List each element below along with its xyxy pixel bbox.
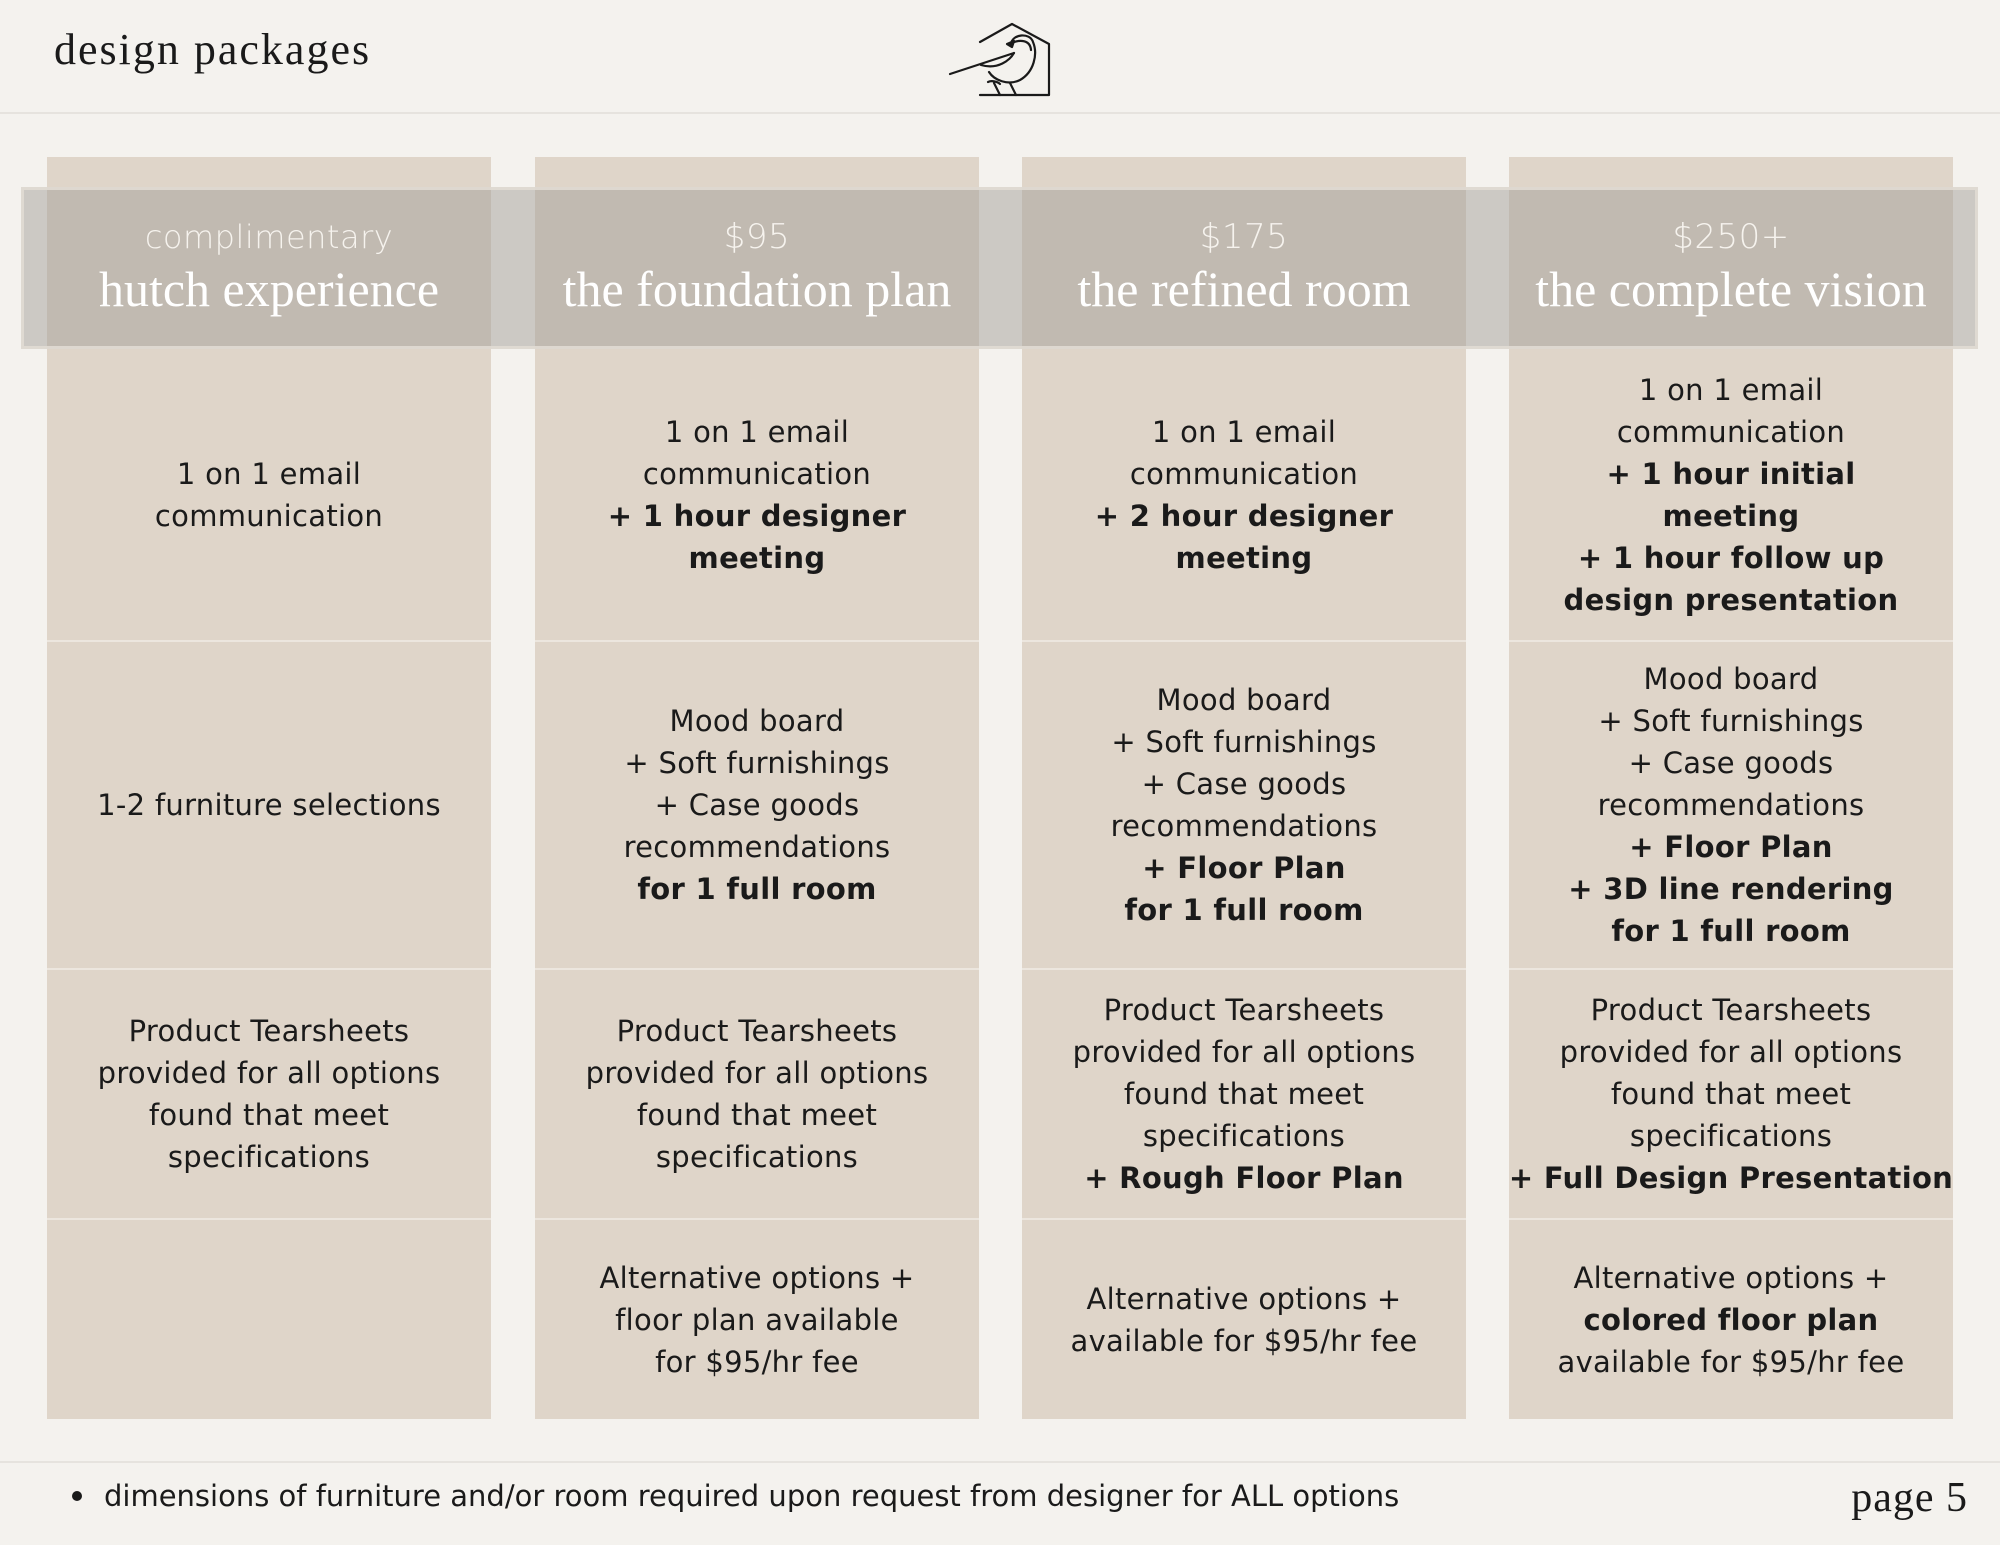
- cell-line: found that meet: [636, 1098, 878, 1132]
- cell-line: specifications: [167, 1140, 371, 1174]
- package-price: complimentary: [144, 218, 394, 256]
- cell-line: provided for all options: [97, 1056, 441, 1090]
- cell-line: meeting: [1175, 540, 1313, 575]
- cell-line: specifications: [1142, 1119, 1346, 1153]
- footnote-text: dimensions of furniture and/or room required upon request from designer for ALL options: [104, 1479, 1400, 1513]
- cell-line: provided for all options: [585, 1056, 929, 1090]
- cell-line: + Case goods: [654, 788, 860, 822]
- cell-line: + Case goods: [1628, 746, 1834, 780]
- page-number: page 5: [1851, 1475, 1968, 1521]
- package-price: $95: [723, 217, 791, 257]
- cell-lines: [600, 1257, 915, 1383]
- package-cell-design-scope: [1022, 642, 1466, 968]
- cell-line: provided for all options: [1559, 1035, 1903, 1069]
- package-cell-communication: [47, 349, 491, 640]
- package-cell-deliverables: [1509, 970, 1953, 1218]
- cell-line: specifications: [655, 1140, 859, 1174]
- cell-line: 1 on 1 email: [176, 456, 362, 491]
- package-cell-communication: [535, 349, 979, 640]
- cell-line: + Rough Floor Plan: [1084, 1161, 1404, 1195]
- cell-lines: [97, 784, 441, 826]
- page-title: design packages: [54, 25, 372, 74]
- bullet-icon: [72, 1491, 82, 1501]
- cell-line: meeting: [688, 540, 826, 575]
- package-header-refined-room: [1022, 187, 1466, 349]
- cell-lines: [1073, 989, 1416, 1199]
- cell-lines: [1558, 1257, 1905, 1383]
- cell-line: recommendations: [623, 830, 891, 864]
- package-name: hutch experience: [98, 261, 440, 317]
- cell-lines: [624, 700, 891, 910]
- package-price: $250+: [1672, 217, 1790, 257]
- cell-lines: [608, 411, 906, 579]
- cell-line: + Floor Plan: [1142, 851, 1346, 885]
- cell-line: communication: [154, 498, 384, 533]
- cell-line: found that meet: [1610, 1077, 1852, 1111]
- cell-line: + Soft furnishings: [1598, 704, 1864, 738]
- package-name: the foundation plan: [562, 261, 952, 317]
- cell-line: + Soft furnishings: [1111, 725, 1377, 759]
- cell-line: + 1 hour follow up: [1577, 540, 1885, 575]
- package-cell-design-scope: [47, 642, 491, 968]
- cell-line: communication: [1129, 456, 1359, 491]
- cell-lines: [1111, 679, 1378, 931]
- cell-line: + Floor Plan: [1629, 830, 1833, 864]
- cell-lines: [1509, 989, 1953, 1199]
- package-cell-extras: [535, 1220, 979, 1419]
- package-price: $175: [1199, 217, 1289, 257]
- package-name: the complete vision: [1535, 261, 1927, 317]
- package-cell-deliverables: [1022, 970, 1466, 1218]
- cell-line: + 2 hour designer: [1094, 498, 1394, 533]
- package-name: the refined room: [1077, 261, 1411, 317]
- package-header-complete-vision: [1509, 187, 1953, 349]
- cell-lines: [1564, 369, 1899, 621]
- cell-line: 1 on 1 email: [664, 414, 850, 449]
- cell-line: available for $95/hr fee: [1070, 1323, 1418, 1358]
- cell-line: Product Tearsheets: [128, 1014, 410, 1048]
- cell-line: communication: [1616, 414, 1846, 449]
- cell-line: Alternative options +: [1086, 1281, 1402, 1316]
- cell-line: Mood board: [1156, 683, 1332, 717]
- cell-line: + Case goods: [1141, 767, 1347, 801]
- cell-line: + Full Design Presentation: [1508, 1161, 1954, 1195]
- cell-line: Mood board: [1643, 662, 1819, 696]
- cell-line: meeting: [1662, 498, 1800, 533]
- cell-line: provided for all options: [1072, 1035, 1416, 1069]
- cell-line: + Soft furnishings: [624, 746, 890, 780]
- cell-line: Alternative options +: [1573, 1260, 1889, 1295]
- header-divider: [0, 112, 2000, 114]
- cell-lines: [155, 453, 383, 537]
- cell-line: + 1 hour initial: [1606, 456, 1856, 491]
- package-cell-communication: [1509, 349, 1953, 640]
- cell-line: + 3D line rendering: [1568, 872, 1894, 906]
- cell-line: found that meet: [1123, 1077, 1365, 1111]
- cell-line: floor plan available: [615, 1302, 899, 1337]
- cell-line: recommendations: [1597, 788, 1865, 822]
- cell-lines: [1568, 658, 1893, 952]
- cell-line: available for $95/hr fee: [1557, 1344, 1905, 1379]
- cell-line: Alternative options +: [599, 1260, 915, 1295]
- cell-line: for 1 full room: [1124, 893, 1364, 927]
- cell-line: 1 on 1 email: [1638, 372, 1824, 407]
- cell-line: for $95/hr fee: [655, 1344, 859, 1379]
- package-cell-design-scope: [535, 642, 979, 968]
- cell-lines: [586, 1010, 929, 1178]
- package-cell-extras: [1509, 1220, 1953, 1419]
- cell-line: design presentation: [1563, 582, 1899, 617]
- cell-lines: [1095, 411, 1393, 579]
- cell-line: Product Tearsheets: [616, 1014, 898, 1048]
- package-cell-extras: [47, 1220, 491, 1419]
- cell-lines: [1071, 1278, 1418, 1362]
- footer-divider: [0, 1461, 2000, 1463]
- cell-line: colored floor plan: [1583, 1302, 1879, 1337]
- bird-house-logo-icon: [948, 20, 1054, 98]
- cell-line: Product Tearsheets: [1590, 993, 1872, 1027]
- cell-line: for 1 full room: [1611, 914, 1851, 948]
- cell-line: Product Tearsheets: [1103, 993, 1385, 1027]
- cell-line: + 1 hour designer: [607, 498, 907, 533]
- cell-line: 1-2 furniture selections: [97, 788, 441, 822]
- package-header-hutch-experience: [47, 187, 491, 349]
- footnote: [72, 1479, 1399, 1513]
- package-cell-deliverables: [535, 970, 979, 1218]
- cell-line: recommendations: [1110, 809, 1378, 843]
- package-cell-extras: [1022, 1220, 1466, 1419]
- package-cell-communication: [1022, 349, 1466, 640]
- package-cell-design-scope: [1509, 642, 1953, 968]
- cell-line: for 1 full room: [637, 872, 877, 906]
- cell-line: 1 on 1 email: [1151, 414, 1337, 449]
- cell-line: specifications: [1629, 1119, 1833, 1153]
- package-cell-deliverables: [47, 970, 491, 1218]
- cell-lines: [98, 1010, 441, 1178]
- cell-line: found that meet: [148, 1098, 390, 1132]
- cell-line: Mood board: [669, 704, 845, 738]
- package-header-foundation-plan: [535, 187, 979, 349]
- cell-line: communication: [642, 456, 872, 491]
